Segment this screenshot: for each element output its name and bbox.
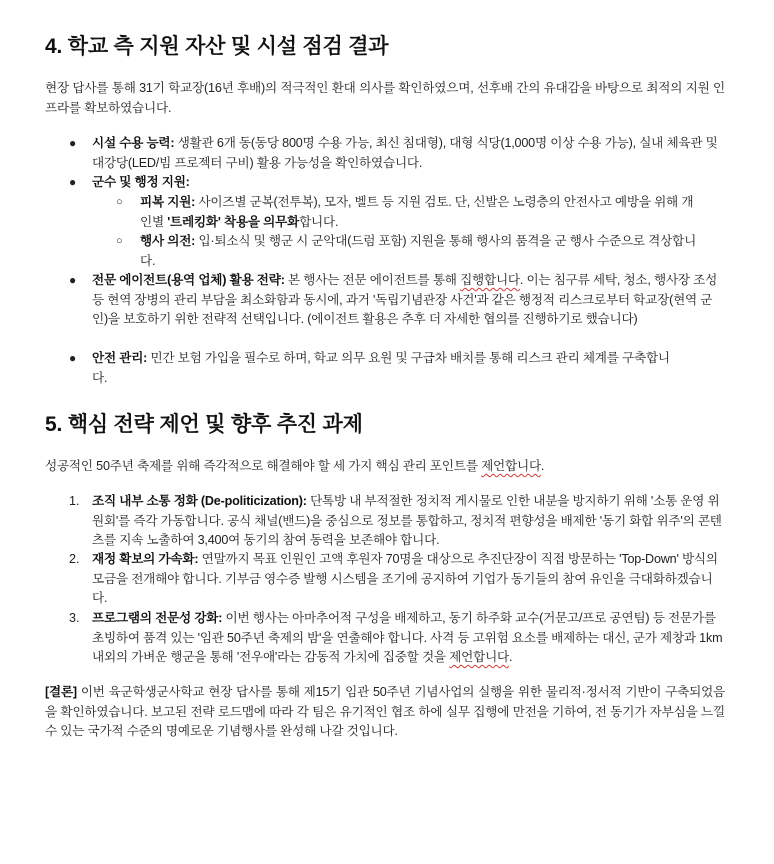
- section-4-heading: 4. 학교 측 지원 자산 및 시설 점검 결과: [45, 35, 389, 58]
- sub-bullet-icon: ○: [116, 196, 123, 208]
- spellcheck-word: 제언합니다: [449, 650, 509, 664]
- bullet-label: 전문 에이전트(용역 업체) 활용 전략:: [92, 273, 285, 287]
- bullet-icon: ●: [69, 136, 77, 150]
- list-item-program: 프로그램의 전문성 강화: 이번 행사는 아마추어적 구성을 배제하고, 동기 하주화 교수(거문고/프로 공연팀) 등 전문가를 초빙하여 품격 있는 '임관 50주년 축제의 밤'을 연출해야 합니다. 사격 등 고위험 요소를 배제하는 대신, 군가 제창과 1km 내외의 가벼운 행군을 통해 '전우애'라는 감동적 가치에 집중할 것을 제언합니다.: [92, 611, 723, 664]
- bullet-label: 안전 관리:: [92, 351, 148, 365]
- spellcheck-word: 집행합니다: [460, 273, 520, 287]
- sub-bullet-label: 피복 지원:: [140, 195, 196, 209]
- bullet-agent-strategy: 전문 에이전트(용역 업체) 활용 전략: 본 행사는 전문 에이전트를 통해 집행합니다. 이는 침구류 세탁, 청소, 행사장 조성 등 현역 장병의 관리 부담을 최소화함과 동시에, 과거 '독립기념관장 사건'과 같은 행정적 리스크로부터 학교장(현역 군인)을 보호하기 위한 전략적 선택입니다. (에이전트 활용은 추후 더 자세한 협의를 진행하기로 했습니다): [92, 273, 718, 326]
- bullet-safety-management: 안전 관리: 민간 보험 가입을 필수로 하며, 학교 의무 요원 및 구급차 배치를 통해 리스크 관리 체계를 구축합니다.: [92, 351, 670, 385]
- list-number: 2.: [69, 552, 80, 566]
- list-number: 3.: [69, 611, 80, 625]
- list-item-label: 조직 내부 소통 정화 (De-politicization):: [92, 494, 307, 508]
- list-item-label: 재정 확보의 가속화:: [92, 552, 199, 566]
- section-5-heading: 5. 핵심 전략 제언 및 향후 추진 과제: [45, 413, 363, 436]
- bullet-icon: ●: [69, 175, 77, 189]
- bullet-label: 군수 및 행정 지원:: [92, 175, 190, 189]
- bullet-text: 생활관 6개 동(동당 800명 수용 가능, 최신 침대형), 대형 식당(1,000명 이상 수용 가능), 실내 체육관 및 대강당(LED/빔 프로젝터 구비) 활용 가능성을 확인하였습니다.: [92, 136, 718, 170]
- sub-bullet-label: 행사 의전:: [140, 234, 196, 248]
- conclusion-paragraph: [결론] 이번 육군학생군사학교 현장 답사를 통해 제15기 임관 50주년 기념사업의 실행을 위한 물리적·정서적 기반이 구축되었음을 확인하였습니다. 보고된 전략 로드맵에 따라 각 팀은 유기적인 협조 하에 실무 집행에 만전을 기하여, 전 동기가 자부심을 느낄 수 있는 국가적 수준의 명예로운 기념행사를 완성해 나갈 것입니다.: [45, 685, 725, 738]
- spellcheck-word: 제언합니다: [481, 459, 541, 473]
- list-item-communication: 조직 내부 소통 정화 (De-politicization): 단톡방 내 부적절한 정치적 게시물로 인한 내분을 방지하기 위해 '소통 운영 위원회'를 즉각 가동합니다. 공식 채널(밴드)을 중심으로 정보를 통합하고, 정치적 편향성을 배제한 '동기 화합 위주'의 콘텐츠를 지속 노출하여 3,400여 동기의 참여 동력을 보존해야 합니다.: [92, 494, 722, 547]
- bullet-icon: ●: [69, 273, 77, 287]
- bullet-icon: ●: [69, 351, 77, 365]
- bullet-facility-capacity: [92, 134, 725, 173]
- list-item-funding: 재정 확보의 가속화: 연말까지 목표 인원인 고액 후원자 70명을 대상으로 추진단장이 직접 방문하는 'Top-Down' 방식의 모금을 전개해야 합니다. 기부금 영수증 발행 시스템을 조기에 공지하여 기업가 동기들의 참여 유인을 극대화하겠습니다.: [92, 552, 718, 605]
- sub-bullet-uniform-support: 피복 지원: 사이즈별 군복(전투복), 모자, 벨트 등 지원 검토. 단, 신발은 노령층의 안전사고 예방을 위해 개인별 '트레킹화' 착용을 의무화합니다.: [140, 195, 694, 229]
- bullet-label: 시설 수용 능력:: [92, 136, 175, 150]
- section-5-intro: 성공적인 50주년 축제를 위해 즉각적으로 해결해야 할 세 가지 핵심 관리 포인트를 제언합니다.: [45, 459, 545, 473]
- list-number: 1.: [69, 494, 80, 508]
- bullet-logistics-admin: [92, 173, 725, 193]
- section-4-intro: 현장 답사를 통해 31기 학교장(16년 후배)의 적극적인 환대 의사를 확인하였으며, 선후배 간의 유대감을 바탕으로 최적의 지원 인프라를 확보하였습니다.: [45, 81, 725, 115]
- conclusion-label: [결론]: [45, 685, 77, 699]
- sub-bullet-ceremony: 행사 의전: 입·퇴소식 및 행군 시 군악대(드럼 포함) 지원을 통해 행사의 품격을 군 행사 수준으로 격상합니다.: [140, 234, 697, 268]
- list-item-label: 프로그램의 전문성 강화:: [92, 611, 223, 625]
- trekking-shoes-emphasis: '트레킹화' 착용을 의무화: [167, 214, 300, 229]
- sub-bullet-icon: ○: [116, 235, 123, 247]
